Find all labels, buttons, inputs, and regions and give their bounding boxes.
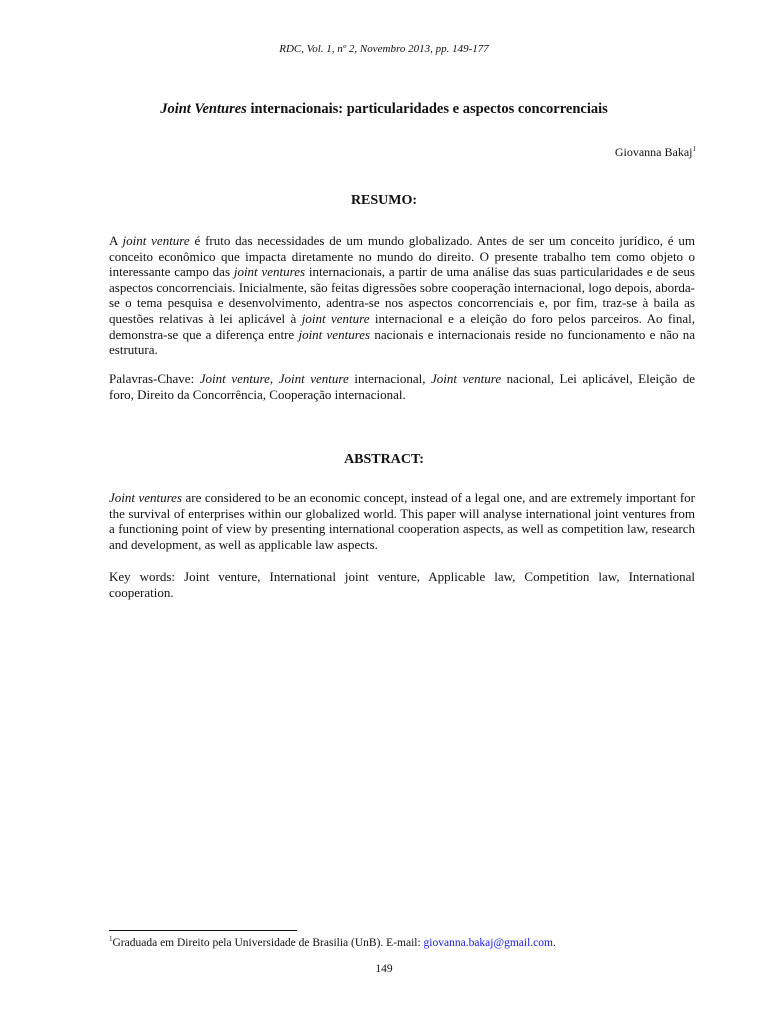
running-header: RDC, Vol. 1, nº 2, Novembro 2013, pp. 149-177 [279,43,489,55]
text-run: nacionais e internacionais reside no funcionamento e não na estrutura. [109,326,695,358]
article-title [0,101,768,118]
title-italic-part: Joint Ventures [160,101,247,117]
footnote-trailing: . [552,937,556,949]
abstract-keywords: Key words: Joint venture, International joint venture, Applicable law, Competition law, International cooperation. [109,569,695,600]
page-number: 149 [375,963,393,975]
text-run: are considered to be an economic concept, instead of a legal one, and are extremely important for the survival of enterprises within our globalized world. This paper will analyse international joint ventures from a functioning point of view by presenting international cooperation aspects, as well as competition law, research and development, as well as applicable law aspects. [109,490,696,552]
text-run: A [109,233,123,248]
text-run: Palavras-Chave: [109,371,200,386]
text-run: nacional, Lei aplicável, Eleição de foro, Direito da Concorrência, Cooperação internacional. [109,371,696,402]
footnote-divider [109,930,297,931]
text-run: internacionais, a partir de uma análise das suas particularidades e de seus aspectos concorrenciais. Inicialmente, são feitas digressões sobre cooperação internacional, logo depois, aborda-se o tema pesquisa e desenvolvimento, adentra-se nos aspectos concorrenciais e, por fim, traz-se à baila as questões relativas à lei aplicável à [109,264,695,326]
abstract-paragraph [109,490,695,552]
italic-run: Joint venture [431,371,502,386]
footnote [109,937,709,949]
resumo-paragraph [109,233,695,358]
author-line [615,145,696,160]
footnote-marker: 1 [109,935,113,944]
resumo-heading: RESUMO: [350,193,418,208]
italic-run: joint ventures [233,264,306,280]
italic-run: joint venture [122,233,190,248]
italic-run: Joint ventures [109,490,183,505]
footnote-email-link[interactable]: giovanna.bakaj@gmail.com [423,937,553,949]
footnote-text: Graduada em Direito pela Universidade de Brasilia (UnB). E-mail: [112,937,424,949]
italic-run: joint venture [301,310,370,326]
abstract-heading: ABSTRACT: [344,452,424,467]
text-run: internacional e a eleição do foro pelos parceiros. Ao final, demonstra-se que a diferença entre [109,310,695,342]
text-run: internacional, [348,371,432,386]
italic-run: joint ventures [298,326,371,342]
italic-run: Joint venture [278,371,349,386]
text-run: é fruto das necessidades de um mundo globalizado. Antes de ser um conceito jurídico, é um conceito econômico que impacta diretamente no mundo do direito. O presente trabalho tem como objeto o interessante campo das [109,233,696,280]
resumo-keywords [109,371,695,402]
text-run: , [269,371,279,386]
author-footnote-marker: 1 [692,145,696,153]
author-name: Giovanna Bakaj [614,145,693,159]
italic-run: Joint venture [199,371,270,386]
title-rest: internacionais: particularidades e aspectos concorrenciais [246,101,608,117]
